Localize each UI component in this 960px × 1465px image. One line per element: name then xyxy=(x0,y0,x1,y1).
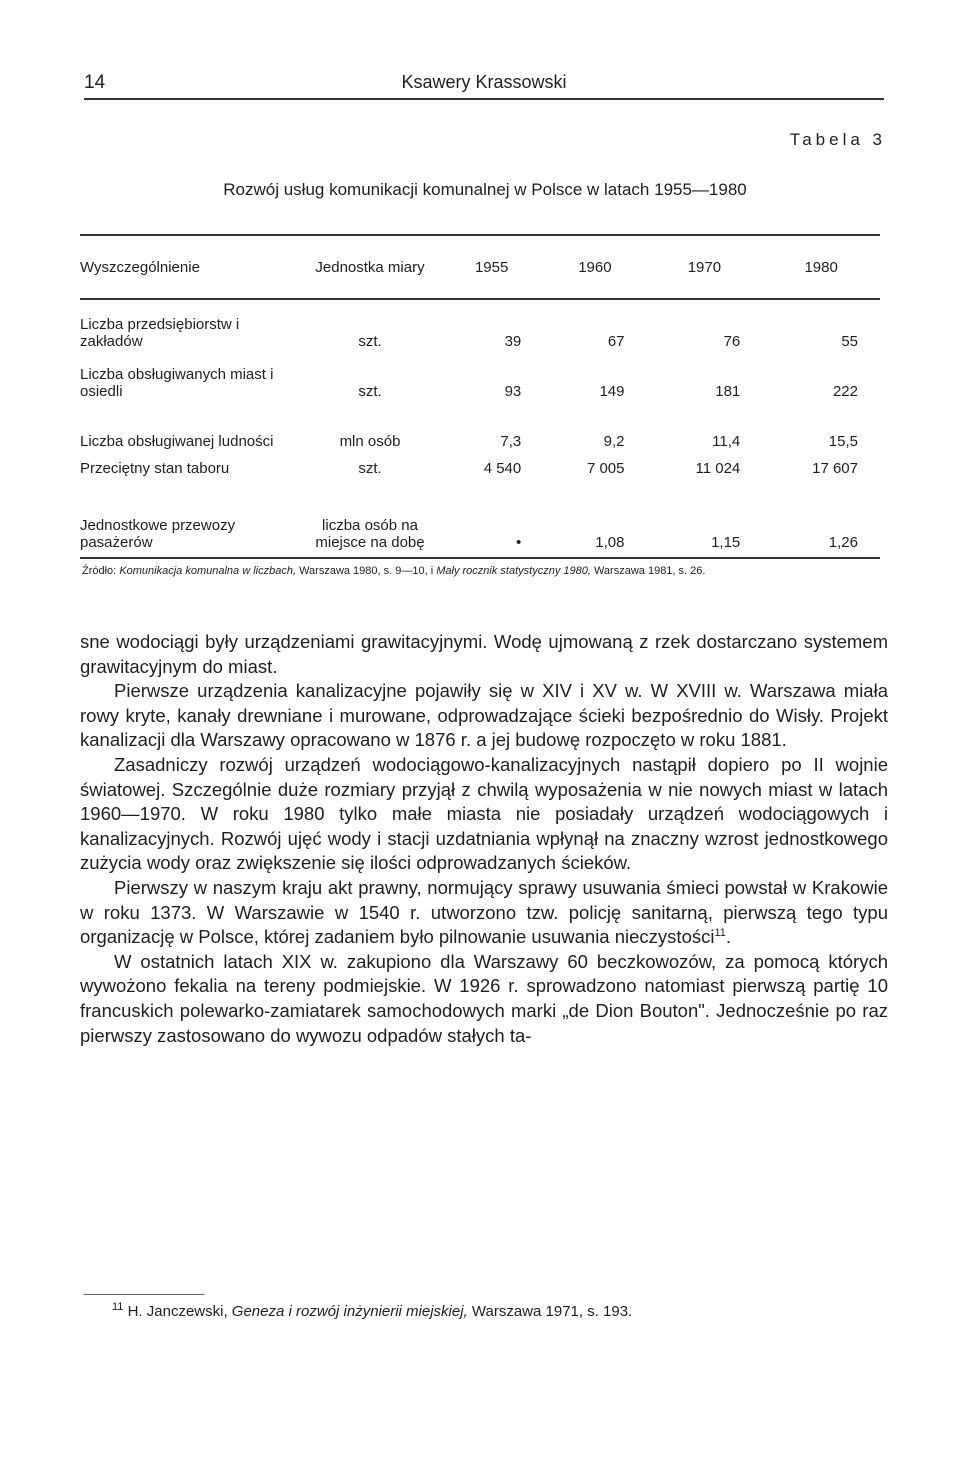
table-title: Rozwój usług komunikacji komunalnej w Polsce w latach 1955—1980 xyxy=(223,180,747,199)
row-label: Jednostkowe przewozy pasażerów xyxy=(80,477,300,558)
source-lead: Źródło: xyxy=(82,565,117,577)
paragraph: Pierwsze urządzenia kanalizacyjne pojawiły się w XIV i XV w. W XVIII w. Warszawa miała rowy kryte, kanały drewniane i murowane, odprowadzające ścieki bezpośrednio do Wisły. Projekt kanalizacji dla Warszawy opracowano w 1876 r. a jej budowę rozpoczęto w roku 1881. xyxy=(80,680,888,751)
cell-value: 55 xyxy=(841,333,858,350)
column-header: 1960 xyxy=(543,235,646,299)
cell-value: 222 xyxy=(832,383,858,400)
table-row xyxy=(80,450,880,477)
row-label: Liczba obsługiwanych miast i osiedli xyxy=(80,366,274,400)
cell-value: 1,08 xyxy=(543,477,646,558)
cell-value: 149 xyxy=(599,383,625,400)
footnote-ref: 11 xyxy=(714,926,726,939)
cell-value: 7 005 xyxy=(586,460,625,477)
footnote-rule xyxy=(84,1294,204,1295)
statistics-table xyxy=(80,234,880,559)
cell-value: 4 540 xyxy=(483,460,522,477)
cell-value: 93 xyxy=(504,383,522,400)
row-label: Liczba przedsiębiorstw i zakładów xyxy=(80,316,240,350)
footnote-author: H. Janczewski, xyxy=(123,1303,232,1320)
table-row xyxy=(80,350,880,400)
running-head: Ksawery Krassowski xyxy=(401,72,567,92)
column-header: Wyszczególnienie xyxy=(80,235,300,299)
paragraph: sne wodociągi były urządzeniami grawitacyjnymi. Wodę ujmowaną z rzek dostarczano systemem grawitacyjnym do miast. xyxy=(80,631,888,677)
cell-value: 11 024 xyxy=(695,460,741,477)
row-unit: szt. xyxy=(358,333,382,350)
paragraph xyxy=(80,876,888,950)
table-source-note xyxy=(82,563,882,580)
body-text xyxy=(80,630,888,1048)
row-unit: liczba osób na miejsce na dobę xyxy=(300,477,440,558)
table-row xyxy=(80,400,880,450)
source-text: Warszawa 1981, s. 26. xyxy=(590,565,706,577)
column-header: 1980 xyxy=(762,235,880,299)
row-label: Liczba obsługiwanej ludności xyxy=(80,433,274,450)
source-text: Warszawa 1980, s. 9—10, i xyxy=(296,565,437,577)
table-row xyxy=(80,477,880,558)
cell-value: 9,2 xyxy=(603,433,625,450)
paragraph: Zasadniczy rozwój urządzeń wodociągowo-kanalizacyjnych nastąpił dopiero po II wojnie światowej. Szczególnie duże rozmiary przyjął z chwilą wyposażenia w nie nowych miast w latach 1960—1970. W roku 1980 tylko małe miasta nie posiadały urządzeń wodociągowych i kanalizacyjnych. Rozwój ujęć wody i stacji uzdatniania wpłynął na znaczny wzrost jednostkowego zużycia wody oraz zwiększenie się ilości odprowadzanych ścieków. xyxy=(80,753,888,874)
table-row xyxy=(80,299,880,350)
source-title: Mały rocznik statystyczny 1980, xyxy=(436,565,591,577)
cell-value: 15,5 xyxy=(828,433,858,450)
cell-value: 1,26 xyxy=(762,477,880,558)
cell-value: 11,4 xyxy=(712,433,741,450)
row-unit: szt. xyxy=(358,460,382,477)
table-header-row xyxy=(80,235,880,299)
paragraph-text: Pierwszy w naszym kraju akt prawny, normujący sprawy usuwania śmieci powstał w Krakowie w roku 1373. W Warszawie w 1540 r. utworzono tzw. policję sanitarną, pierwszą tego typu organizację w Polsce, której zadaniem było pilnowanie usuwania nieczystości xyxy=(80,876,888,948)
cell-value: 76 xyxy=(723,333,741,350)
header-rule xyxy=(84,98,884,100)
row-unit: szt. xyxy=(358,383,382,400)
cell-value: 181 xyxy=(715,383,741,400)
cell-value: 1,15 xyxy=(647,477,763,558)
footnote-title: Geneza i rozwój inżynierii miejskiej, xyxy=(231,1303,468,1320)
row-unit: mln osób xyxy=(339,433,401,450)
page-number: 14 xyxy=(84,72,106,93)
column-header: Jednostka miary xyxy=(300,235,440,299)
column-header: 1955 xyxy=(440,235,543,299)
cell-value: 17 607 xyxy=(812,460,858,477)
table-label: Tabela 3 xyxy=(789,130,886,149)
footnote-rest: Warszawa 1971, s. 193. xyxy=(467,1303,633,1320)
cell-value: 39 xyxy=(504,333,522,350)
paragraph-text: . xyxy=(725,926,732,948)
footnote-text xyxy=(82,1300,888,1324)
row-label: Przeciętny stan taboru xyxy=(80,460,230,477)
source-title: Komunikacja komunalna w liczbach, xyxy=(119,565,297,577)
cell-value: • xyxy=(440,477,543,558)
footnote xyxy=(82,1300,888,1324)
column-header: 1970 xyxy=(647,235,763,299)
cell-value: 7,3 xyxy=(500,433,522,450)
cell-value: 67 xyxy=(607,333,625,350)
paragraph: W ostatnich latach XIX w. zakupiono dla Warszawy 60 beczkowozów, za pomocą których wywożono fekalia na tereny podmiejskie. W 1926 r. sprowadzono natomiast pierwszą partię 10 francuskich polewarko-zamiatarek samochodowych marki „de Dion Bouton". Jednocześnie po raz pierwszy zastosowano do wywozu odpadów stałych ta- xyxy=(80,950,888,1046)
footnote-marker: 11 xyxy=(112,1301,124,1313)
